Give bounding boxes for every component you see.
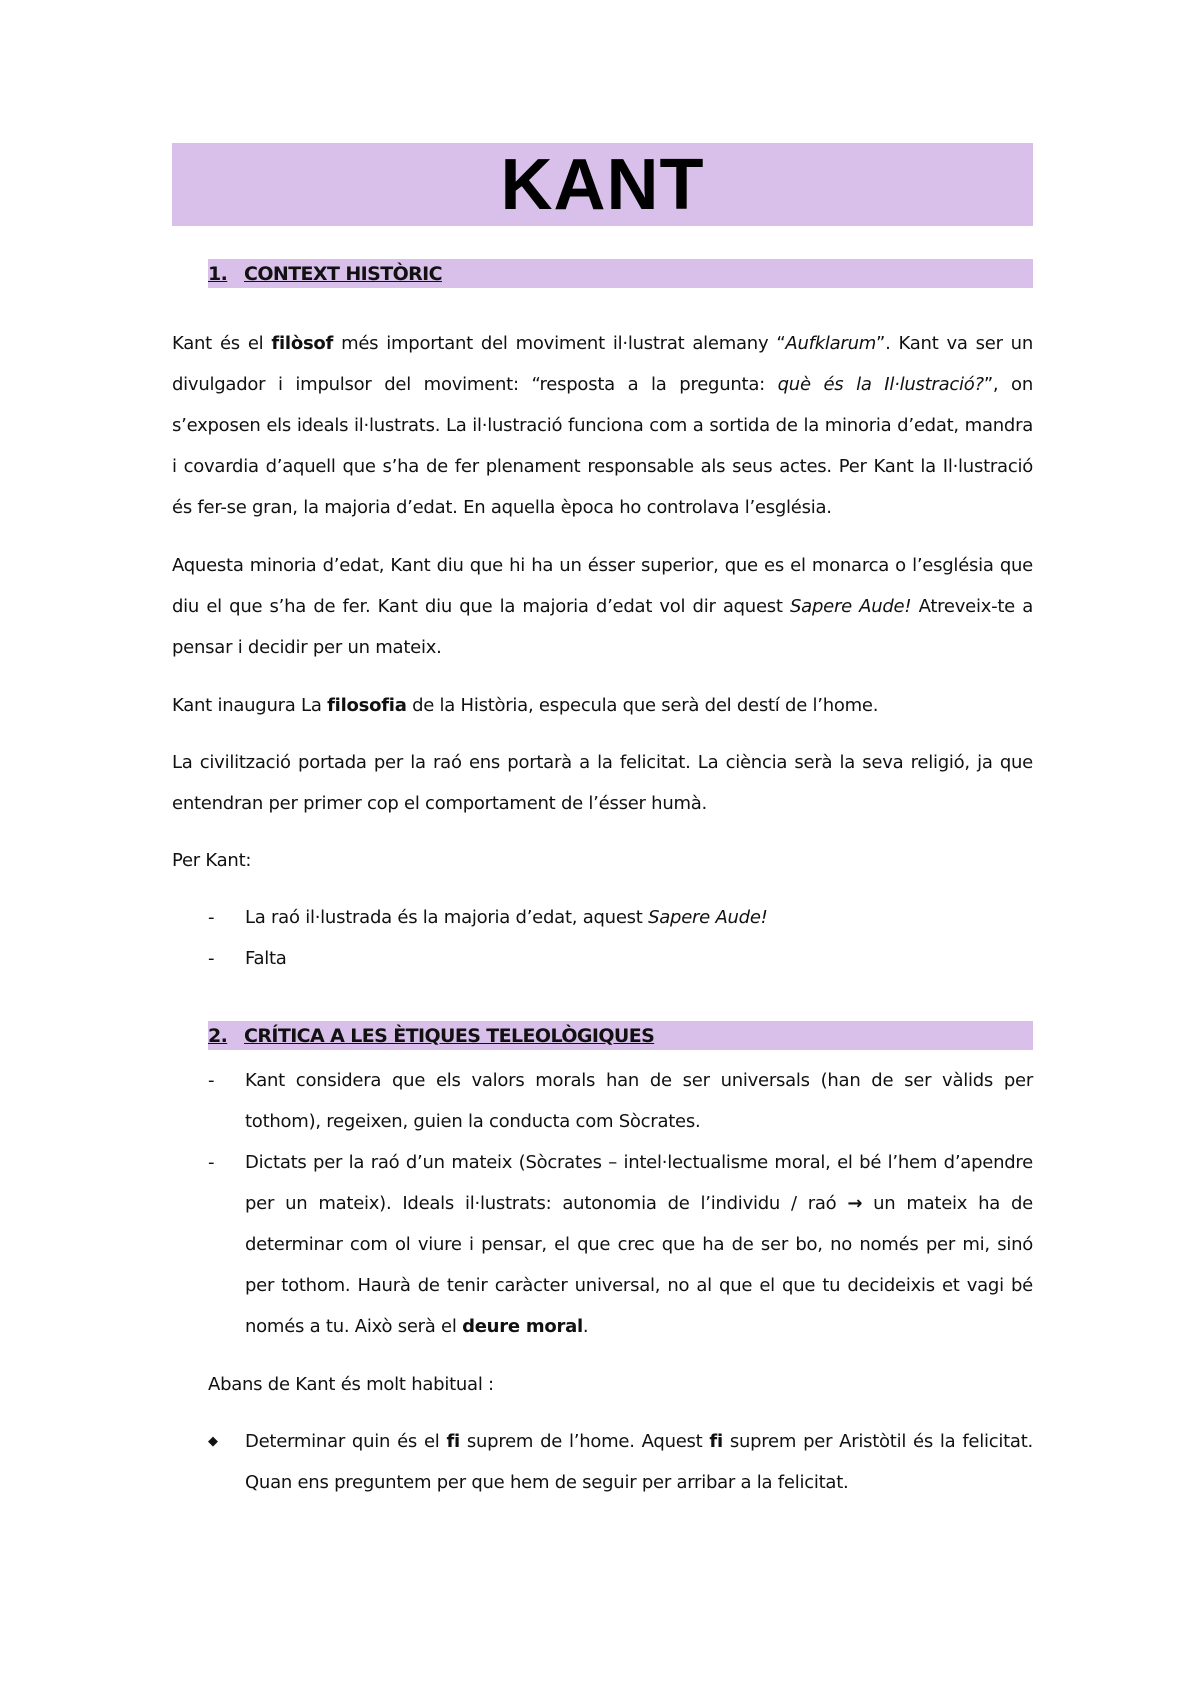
dash-bullet: - (208, 1070, 215, 1091)
bold-text: filosofia (327, 695, 407, 716)
text-run: Aquesta minoria d’edat, Kant diu que hi ha un ésser superior, que es el monarca o l’església que diu el que s’ha de fer. Kant diu que la majoria d’edat vol dir aquest (172, 555, 1033, 617)
section-title: CONTEXT HISTÒRIC (244, 262, 442, 285)
section-heading-2 (208, 1021, 1033, 1050)
paragraph: Abans de Kant és molt habitual : (208, 1374, 494, 1395)
paragraph: Per Kant: (172, 850, 252, 871)
diamond-bullet-icon: ◆ (208, 1434, 218, 1449)
italic-text: Aufklarum (785, 333, 877, 354)
list-item-text (245, 1142, 1033, 1347)
bold-text: deure moral (462, 1316, 583, 1337)
text-run: Kant inaugura La (172, 695, 328, 716)
section-heading-1 (208, 259, 1033, 288)
text-run: més important del moviment il·lustrat alemany “ (333, 333, 786, 354)
paragraph: La civilització portada per la raó ens portarà a la felicitat. La ciència serà la seva religió, ja que entendran per primer cop el comportament de l’ésser humà. (172, 752, 1033, 814)
text-run: La raó il·lustrada és la majoria d’edat, aquest (245, 907, 649, 928)
dash-bullet: - (208, 948, 215, 969)
section-title: CRÍTICA A LES ÈTIQUES TELEOLÒGIQUES (244, 1024, 655, 1047)
text-run: ”. Kant va ser un divulgador i impulsor del moviment: “resposta a la pregunta: (172, 333, 1033, 395)
list-item-text: Kant considera que els valors morals han de ser universals (han de ser vàlids per tothom), regeixen, guien la conducta com Sòcrates. (245, 1070, 1033, 1132)
italic-text: Sapere Aude! (648, 907, 768, 928)
bold-text: fi (446, 1431, 460, 1452)
document-title: KANT (500, 144, 705, 225)
paragraph (172, 323, 1033, 528)
section-number: 1. (208, 262, 228, 285)
text-run: suprem per Aristòtil és la felicitat. Quan ens preguntem per que hem de seguir per arribar a la felicitat. (245, 1431, 1033, 1493)
list-item-text: Falta (245, 948, 287, 969)
dash-bullet: - (208, 1152, 215, 1173)
text-run: . (582, 1316, 589, 1337)
text-run: suprem de l’home. Aquest (459, 1431, 710, 1452)
italic-text: què és la Il·lustració? (777, 374, 984, 395)
title-banner (172, 143, 1033, 226)
text-run: de la Història, especula que serà del destí de l’home. (406, 695, 879, 716)
arrow-right-icon: → (847, 1193, 863, 1214)
section-number: 2. (208, 1024, 228, 1047)
text-run: Atreveix-te a pensar i decidir per un mateix. (172, 596, 1033, 658)
bold-text: fi (709, 1431, 723, 1452)
text-run: un mateix ha de determinar com ol viure i pensar, el que crec que ha de ser bo, no només per mi, sinó per tothom. Haurà de tenir caràcter universal, no al que el que tu decideixis et vagi bé només a tu. Això serà el (245, 1193, 1033, 1337)
dash-bullet: - (208, 907, 215, 928)
italic-text: Sapere Aude! (789, 596, 912, 617)
paragraph (172, 545, 1033, 668)
list-item-text (245, 897, 1033, 938)
text-run: Dictats per la raó d’un mateix (Sòcrates – intel·lectualisme moral, el bé l’hem d’apendre per un mateix). Ideals il·lustrats: autonomia de l’individu / raó (245, 1152, 1033, 1214)
bold-text: filòsof (271, 333, 334, 354)
text-run: ”, on s’exposen els ideals il·lustrats. La il·lustració funciona com a sortida de la minoria d’edat, mandra i covardia d’aquell que s’ha de fer plenament responsable als seus actes. Per Kant la Il·lustració és fer-se gran, la majoria d’edat. En aquella època ho controlava l’església. (172, 374, 1033, 518)
list-item-text (245, 1421, 1033, 1503)
text-run: Kant és el (172, 333, 272, 354)
text-run: Determinar quin és el (245, 1431, 447, 1452)
paragraph (172, 685, 1033, 726)
